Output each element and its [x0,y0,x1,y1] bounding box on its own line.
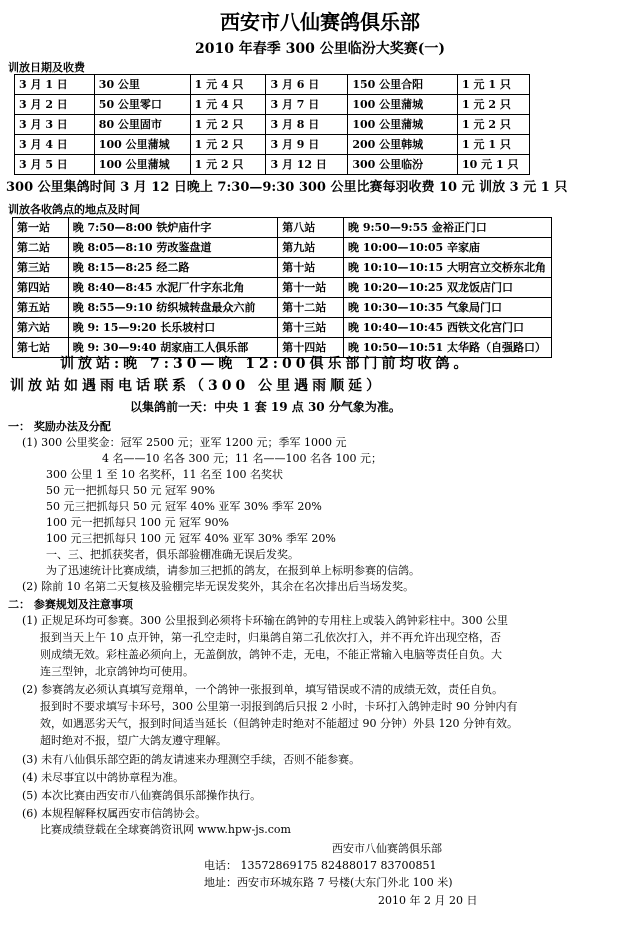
fee-cell: 1 元 2 只 [190,135,266,155]
station-time-cell: 晚 10:10—10:15 大明宫立交桥东北角 [344,258,552,278]
rule-3: (3) 未有八仙俱乐部空距的鸽友请速来办理测空手续，否则不能参赛。 [22,753,361,766]
distance-cell: 80 公里固市 [94,115,190,135]
bet-line: 100 元一把抓每只 100 元 冠军 90% [46,516,229,529]
stations-table [12,217,552,358]
distance-cell: 50 公里零口 [94,95,190,115]
bet-line: 100 元三把抓每只 100 元 冠军 40% 亚军 30% 季军 20% [46,532,336,545]
rule-2-line: 超时绝对不报，望广大鸽友遵守理解。 [40,734,227,747]
fee-cell: 1 元 1 只 [458,75,530,95]
stations-label: 训放各收鸽点的地点及时间 [8,203,140,216]
distance-cell: 150 公里合阳 [348,75,458,95]
station-time-cell: 晚 9: 15—9:20 长乐坡村口 [68,318,278,338]
rule-2-line: 效，如遇恶劣天气，报到时间适当延长（但鸽钟走时绝对不能超过 90 分钟）外县 120 分钟有效。 [40,717,518,730]
section2-heading: 二： 参赛规划及注意事项 [8,598,133,611]
website-note: 比赛成绩登载在全球赛鸽资讯网 www.hpw-js.com [40,823,291,836]
rule-1-line: 则成绩无效。彩柱盖必须向上，无盖倒放，鸽钟不走，无电，不能正常输入电脑等责任自负。大 [40,648,502,661]
table-row [13,238,552,258]
table-row [15,135,530,155]
date-cell: 3 月 1 日 [15,75,95,95]
date-cell: 3 月 12 日 [266,155,348,175]
fee-cell: 10 元 1 只 [458,155,530,175]
rule-1-line: 连三型钟，北京鸽钟均可使用。 [40,665,194,678]
date-cell: 3 月 4 日 [15,135,95,155]
date-cell: 3 月 7 日 [266,95,348,115]
table-row [13,318,552,338]
distance-cell: 100 公里蒲城 [94,135,190,155]
page-subtitle: 2010 年春季 300 公里临汾大奖赛(一) [194,41,446,57]
fee-cell: 1 元 2 只 [190,155,266,175]
rule-6: (6) 本规程解释权属西安市信鸽协会。 [22,807,207,820]
station-name-cell: 第十二站 [278,298,344,318]
station-name-cell: 第十三站 [278,318,344,338]
rule-4: (4) 未尽事宜以中鸽协章程为准。 [22,771,185,784]
date-cell: 3 月 5 日 [15,155,95,175]
station-name-cell: 第一站 [13,218,69,238]
station-name-cell: 第二站 [13,238,69,258]
rule-1-line: (1) 正规足环均可参赛。300 公里报到必须将卡环输在鸽钟的专用柱上或装入鸽钟彩柱中。300 公里 [22,614,509,627]
schedule-note: 300 公里集鸽时间 3 月 12 日晚上 7:30—9:30 300 公里比赛每羽收费 10 元 训放 3 元 1 只 [6,180,568,195]
schedule-label: 训放日期及收费 [8,61,85,74]
fee-cell: 1 元 4 只 [190,75,266,95]
table-row [15,75,530,95]
date-cell: 3 月 3 日 [15,115,95,135]
date-cell: 3 月 9 日 [266,135,348,155]
table-row [15,115,530,135]
table-row [15,155,530,175]
stats-note: 为了迅速统计比赛成绩，请参加三把抓的鸽友，在报到单上标明参赛的信鸽。 [46,564,420,577]
bet-note: 一、三、把抓获奖者，俱乐部验棚准确无误后发奖。 [46,548,299,561]
schedule-table [14,74,530,175]
footer-org: 西安市八仙赛鸽俱乐部 [332,842,442,855]
station-time-cell: 晚 8:40—8:45 水泥厂什字东北角 [68,278,278,298]
bet-line: 50 元一把抓每只 50 元 冠军 90% [46,484,215,497]
fee-cell: 1 元 2 只 [458,95,530,115]
date-cell: 3 月 8 日 [266,115,348,135]
footer-address: 地址：西安市环城东路 7 号楼(大东门外北 100 米) [204,876,453,889]
distance-cell: 30 公里 [94,75,190,95]
distance-cell: 200 公里韩城 [348,135,458,155]
distance-cell: 100 公里蒲城 [94,155,190,175]
notice-line-1: 训放站:晚 7:30—晚 12:00俱乐部门前均收鸽。 [60,356,472,372]
table-row [13,258,552,278]
station-time-cell: 晚 8:15—8:25 经二路 [68,258,278,278]
station-time-cell: 晚 9: 30—9:40 胡家庙工人俱乐部 [68,338,278,358]
rule-2-line: 报到时不要求填写卡环号，300 公里第一羽报到鸽后只报 2 小时，卡环打入鸽钟走时 90 分钟内有 [40,700,518,713]
station-name-cell: 第三站 [13,258,69,278]
station-time-cell: 晚 8:05—8:10 劳改鉴盘道 [68,238,278,258]
station-time-cell: 晚 10:50—10:51 太华路（自强路口） [344,338,552,358]
prize-note: 300 公里 1 至 10 名奖杯，11 名至 100 名奖状 [46,468,283,481]
table-row [13,278,552,298]
distance-cell: 100 公里蒲城 [348,115,458,135]
fee-cell: 1 元 4 只 [190,95,266,115]
page-title: 西安市八仙赛鸽俱乐部 [220,10,420,34]
station-name-cell: 第七站 [13,338,69,358]
rule-1-line: 报到当天上午 10 点开钟，第一孔空走时，归巢鸽自第二孔依次打入，并不再允许出现空格，否 [40,631,501,644]
station-name-cell: 第六站 [13,318,69,338]
prize-main: (1) 300 公里奖金：冠军 2500 元；亚军 1200 元；季军 1000 元 [22,436,347,449]
station-name-cell: 第四站 [13,278,69,298]
notice-line-3: 以集鸽前一天：中央 1 套 19 点 30 分气象为准。 [130,400,401,414]
prize-second: 4 名——10 名各 300 元；11 名——100 名各 100 元； [102,452,382,465]
station-name-cell: 第十一站 [278,278,344,298]
station-name-cell: 第十四站 [278,338,344,358]
rule-2-line: (2) 参赛鸽友必须认真填写竞翔单，一个鸽钟一张报到单，填写错误或不清的成绩无效，责任自负。 [22,683,504,696]
section1-item-2: (2) 除前 10 名第二天复核及验棚完毕无误发奖外，其余在名次排出后当场发奖。 [22,580,415,593]
station-name-cell: 第九站 [278,238,344,258]
station-time-cell: 晚 10:00—10:05 辛家庙 [344,238,552,258]
fee-cell: 1 元 2 只 [190,115,266,135]
fee-cell: 1 元 2 只 [458,115,530,135]
fee-cell: 1 元 1 只 [458,135,530,155]
date-cell: 3 月 2 日 [15,95,95,115]
footer-date: 2010 年 2 月 20 日 [378,894,478,907]
station-name-cell: 第八站 [278,218,344,238]
section1-heading: 一： 奖励办法及分配 [8,420,111,433]
table-row [13,298,552,318]
station-time-cell: 晚 10:30—10:35 气象局门口 [344,298,552,318]
distance-cell: 100 公里蒲城 [348,95,458,115]
station-name-cell: 第十站 [278,258,344,278]
date-cell: 3 月 6 日 [266,75,348,95]
station-time-cell: 晚 10:40—10:45 西铁文化宫门口 [344,318,552,338]
distance-cell: 300 公里临汾 [348,155,458,175]
notice-line-2: 训放站如遇雨电话联系（300 公里遇雨顺延） [10,378,385,394]
station-time-cell: 晚 8:55—9:10 纺织城转盘最众六前 [68,298,278,318]
table-row [15,95,530,115]
rule-5: (5) 本次比赛由西安市八仙赛鸽俱乐部操作执行。 [22,789,262,802]
bet-line: 50 元三把抓每只 50 元 冠军 40% 亚军 30% 季军 20% [46,500,322,513]
table-row [13,218,552,238]
station-time-cell: 晚 9:50—9:55 金裕正门口 [344,218,552,238]
footer-phone: 电话： 13572869175 82488017 83700851 [204,859,437,872]
station-time-cell: 晚 7:50—8:00 铁炉庙什字 [68,218,278,238]
station-name-cell: 第五站 [13,298,69,318]
station-time-cell: 晚 10:20—10:25 双龙饭店门口 [344,278,552,298]
